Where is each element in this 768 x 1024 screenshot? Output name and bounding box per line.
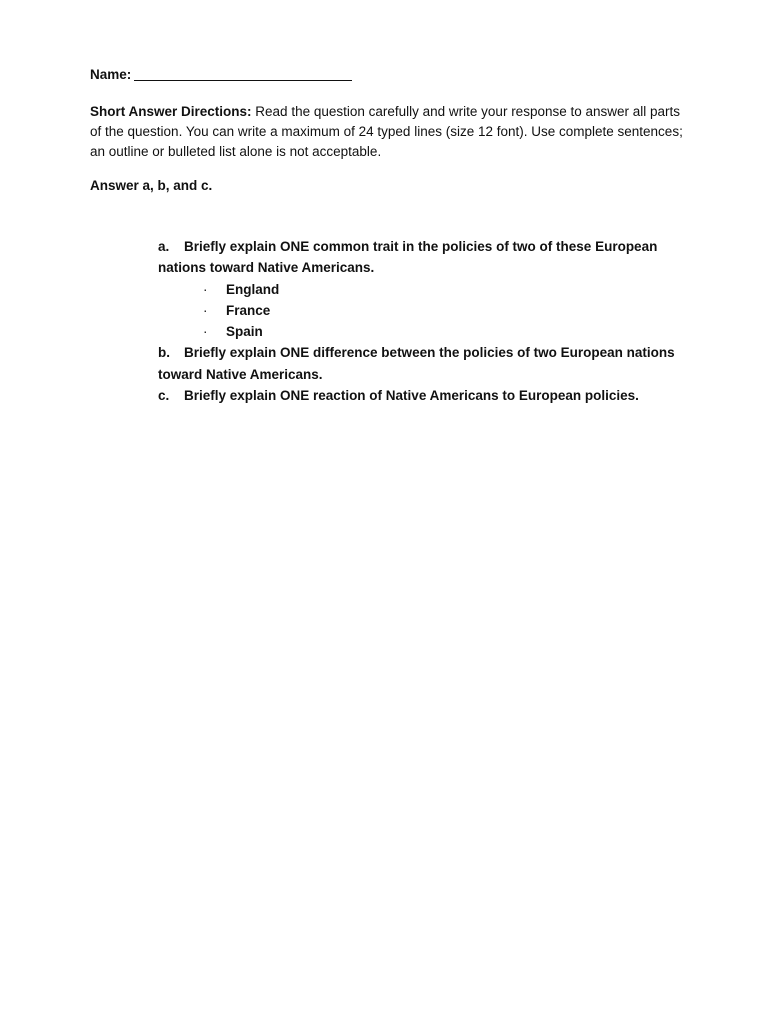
question-b-text: Briefly explain ONE difference between the policies of two European nations toward Native Americans. <box>158 345 675 382</box>
question-c-letter: c. <box>158 388 170 404</box>
nation-france: France <box>226 302 271 318</box>
question-a-text: Briefly explain ONE common trait in the policies of two of these European nations toward Native Americans. <box>158 239 658 276</box>
list-item <box>158 321 698 342</box>
list-item <box>158 279 698 300</box>
name-blank-line[interactable] <box>134 66 352 81</box>
nation-list <box>158 279 698 343</box>
nation-spain: Spain <box>226 324 263 340</box>
bullet-icon: · <box>203 302 208 318</box>
question-a <box>158 236 698 279</box>
question-b <box>158 342 698 385</box>
nation-england: England <box>226 281 280 297</box>
directions-text: Read the question carefully and write your response to answer all parts of the question. You can write a maximum of 24 typed lines (size 12 font). Use complete sentences; an outline or bulleted list alone is not acceptable. <box>90 104 683 159</box>
list-item <box>158 300 698 321</box>
directions-label: Short Answer Directions: <box>90 104 252 119</box>
question-b-letter: b. <box>158 345 170 361</box>
question-a-letter: a. <box>158 239 170 254</box>
question-list <box>158 236 698 406</box>
bullet-icon: · <box>203 324 208 340</box>
name-field <box>90 66 352 82</box>
short-answer-directions <box>90 102 690 162</box>
question-c-text: Briefly explain ONE reaction of Native Americans to European policies. <box>184 388 639 404</box>
name-label: Name: <box>90 67 132 82</box>
answer-instruction: Answer a, b, and c. <box>90 178 213 193</box>
question-c <box>158 385 698 406</box>
bullet-icon: · <box>203 281 208 297</box>
